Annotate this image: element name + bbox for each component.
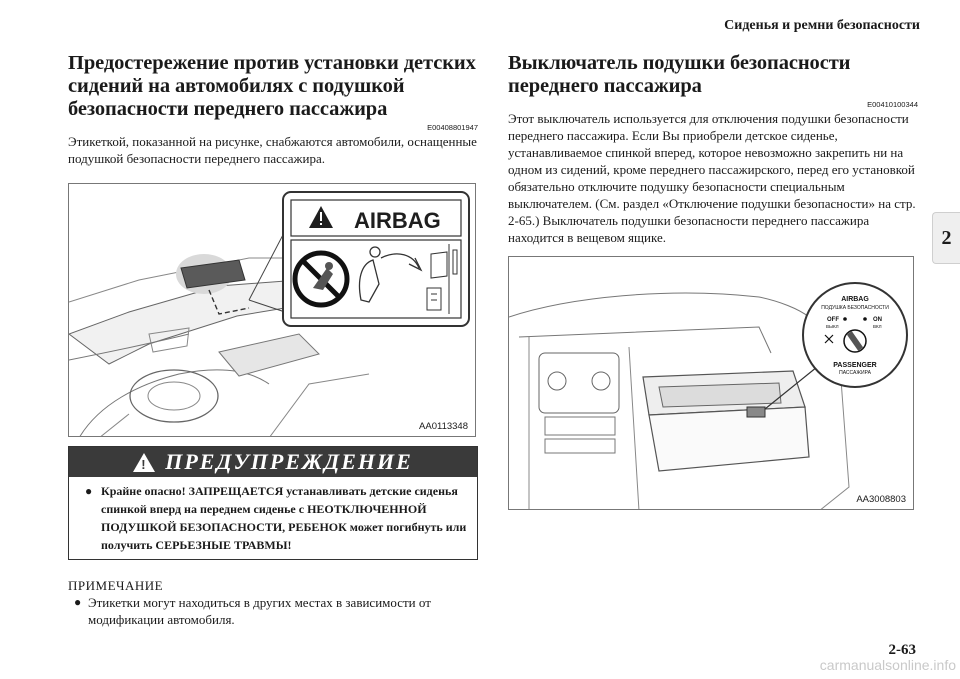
warning-triangle-icon: ! xyxy=(133,453,155,472)
right-section-code: E00410100344 xyxy=(867,100,918,109)
warning-text: Крайне опасно! ЗАПРЕЩАЕТСЯ устанавливать детские сиденья спинкой вперд на переднем сиденье с НЕОТКЛЮЧЕННОЙ ПОДУШКОЙ БЕЗОПАСНОСТИ, РЕБЕНОК может погибнуть или получить СЕРЬЕЗНЫЕ ТРАВМЫ! xyxy=(101,484,467,552)
note-item xyxy=(68,594,478,628)
warning-header xyxy=(69,447,477,477)
switch-airbag-ru-text: ПОДУШКА БЕЗОПАСНОСТИ xyxy=(821,305,889,311)
switch-airbag-text: AIRBAG xyxy=(841,296,869,303)
switch-passenger-text: PASSENGER xyxy=(833,362,877,369)
warning-box xyxy=(68,446,478,560)
note-title: ПРИМЕЧАНИЕ xyxy=(68,578,164,593)
airbag-switch-figure xyxy=(508,256,914,510)
left-figure-label: AA0113348 xyxy=(419,421,468,432)
airbag-label-text: AIRBAG xyxy=(354,208,441,233)
switch-off-text: OFF xyxy=(827,317,839,323)
chapter-tab[interactable]: 2 xyxy=(932,212,960,264)
running-header: Сиденья и ремни безопасности xyxy=(724,18,920,33)
switch-passenger-ru-text: ПАССАЖИРА xyxy=(839,370,871,376)
left-section-title: Предостережение против установки детских сидений на автомобилях с подушкой безопасности переднего пассажира xyxy=(68,52,476,120)
warning-title: ПРЕДУПРЕЖДЕНИЕ xyxy=(165,449,413,474)
watermark: carmanualsonline.info xyxy=(819,657,956,673)
page-number: 2-63 xyxy=(888,642,916,658)
switch-off-ru-text: ВЫКЛ xyxy=(826,324,839,329)
switch-on-ru-text: ВКЛ xyxy=(873,324,882,329)
right-figure-label: AA3008803 xyxy=(856,494,906,505)
bullet-icon: ● xyxy=(74,595,82,609)
airbag-label-figure xyxy=(68,183,476,437)
bullet-icon: ● xyxy=(85,484,93,498)
switch-on-text: ON xyxy=(873,317,882,323)
warning-body xyxy=(69,477,477,559)
right-body-text: Этот выключатель используется для отключения подушки безопасности переднего пассажира. Если Вы приобрели детское сиденье, устанавливаемое спинкой вперед, которое невозможно закрепить ни на одном из сидений, кроме переднего пассажирского, перед его установкой обязательно отключите подушку безопасности специальным выключателем. (См. раздел «Отключение подушки безопасности» на стр. 2-65.) Выключатель подушки безопасности переднего пассажира находится в вещевом ящике. xyxy=(508,111,916,245)
note-text: Этикетки могут находиться в других местах в зависимости от модификации автомобиля. xyxy=(88,595,431,627)
left-column xyxy=(68,52,478,628)
right-section-title: Выключатель подушки безопасности переднего пассажира xyxy=(508,52,851,97)
right-column xyxy=(508,52,918,510)
dashboard-label-illustration xyxy=(69,184,476,437)
glovebox-switch-illustration xyxy=(509,257,914,510)
left-body-text: Этикеткой, показанной на рисунке, снабжаются автомобили, оснащенные подушкой безопасности переднего пассажира. xyxy=(68,134,477,166)
left-section-code: E00408801947 xyxy=(427,123,478,132)
